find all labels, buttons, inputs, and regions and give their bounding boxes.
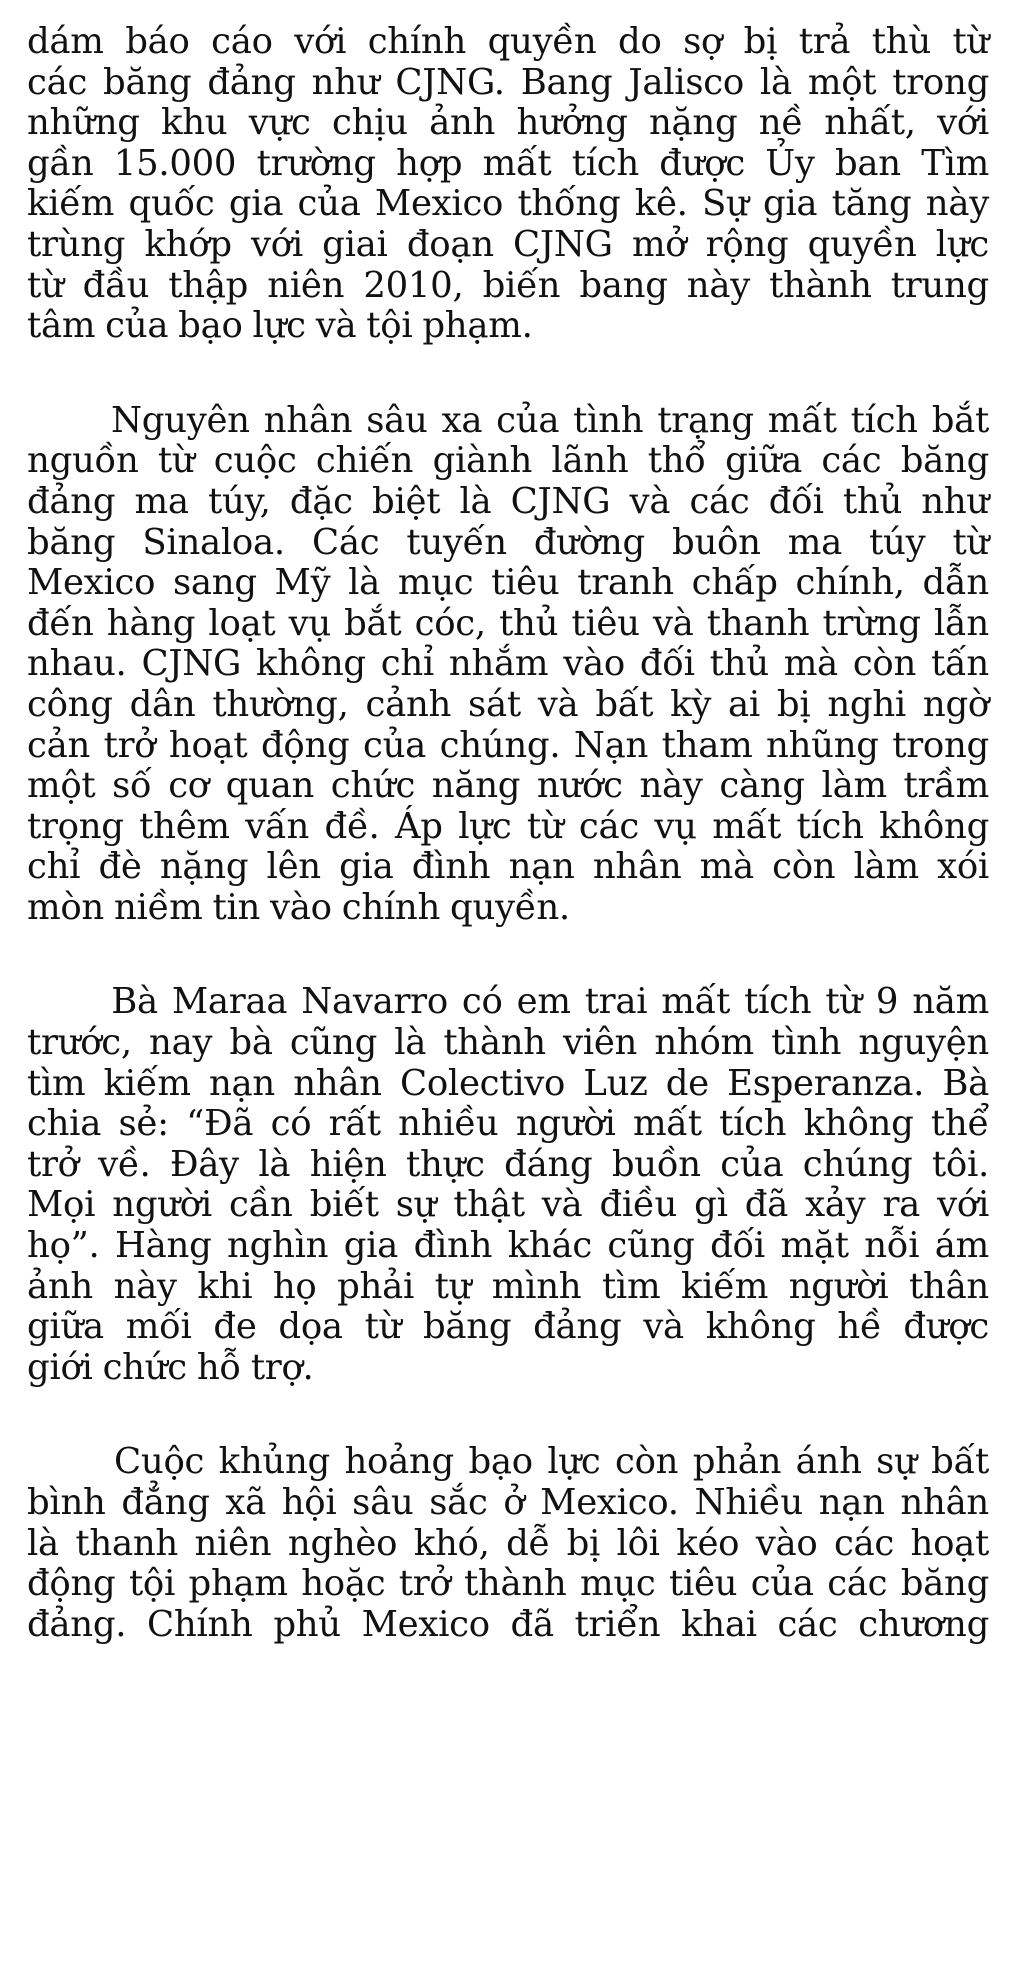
text-line: chỉ đè nặng lên gia đình nạn nhân mà còn làm xói (27, 846, 989, 888)
text-line: kiếm quốc gia của Mexico thống kê. Sự gia tăng này (27, 183, 989, 225)
text-line: nguồn từ cuộc chiến giành lãnh thổ giữa các băng (27, 440, 989, 482)
text-line: đến hàng loạt vụ bắt cóc, thủ tiêu và thanh trừng lẫn (27, 602, 989, 644)
text-line: bình đẳng xã hội sâu sắc ở Mexico. Nhiều nạn nhân (27, 1482, 989, 1523)
text-line: Mọi người cần biết sự thật và điều gì đã xảy ra với (27, 1184, 989, 1226)
text-line: Bà Maraa Navarro có em trai mất tích từ 9 năm (27, 981, 989, 1023)
text-line: cản trở hoạt động của chúng. Nạn tham nhũng trong (27, 724, 989, 766)
text-line: đảng. Chính phủ Mexico đã triển khai các chương (27, 1603, 989, 1645)
text-line: một số cơ quan chức năng nước này càng làm trầm (27, 765, 989, 807)
paragraph-1 (27, 22, 989, 347)
text-line: công dân thường, cảnh sát và bất kỳ ai bị nghi ngờ (27, 683, 989, 725)
text-line: gần 15.000 trường hợp mất tích được Ủy ban Tìm (27, 142, 989, 184)
text-line: các băng đảng như CJNG. Bang Jalisco là một trong (27, 61, 989, 103)
text-line: chia sẻ: “Đã có rất nhiều người mất tích không thể (27, 1103, 989, 1145)
text-line: trùng khớp với giai đoạn CJNG mở rộng quyền lực (27, 223, 989, 265)
text-line: Mexico sang Mỹ là mục tiêu tranh chấp chính, dẫn (27, 562, 989, 604)
text-line: động tội phạm hoặc trở thành mục tiêu của các băng (27, 1563, 989, 1605)
text-line: nhau. CJNG không chỉ nhắm vào đối thủ mà còn tấn (27, 643, 989, 685)
text-line: trở về. Đây là hiện thực đáng buồn của chúng tôi. (27, 1143, 989, 1185)
text-line: băng Sinaloa. Các tuyến đường buôn ma túy từ (27, 521, 989, 563)
paragraph-3 (27, 982, 989, 1388)
document-page (27, 22, 989, 1698)
text-line: Cuộc khủng hoảng bạo lực còn phản ánh sự bất (27, 1441, 989, 1483)
text-line: ảnh này khi họ phải tự mình tìm kiếm người thân (27, 1265, 989, 1307)
text-line: dám báo cáo với chính quyền do sợ bị trả thù từ (27, 21, 989, 62)
paragraph-4 (27, 1442, 989, 1645)
text-line: tìm kiếm nạn nhân Colectivo Luz de Esperanza. Bà (27, 1062, 989, 1104)
text-line: giữa mối đe dọa từ băng đảng và không hề được (27, 1306, 989, 1348)
text-line: trọng thêm vấn đề. Áp lực từ các vụ mất tích không (27, 805, 989, 847)
text-line: tâm của bạo lực và tội phạm. (27, 305, 533, 347)
paragraph-2 (27, 401, 989, 929)
text-line: trước, nay bà cũng là thành viên nhóm tình nguyện (27, 1022, 989, 1064)
text-line: giới chức hỗ trợ. (27, 1346, 314, 1388)
text-line: mòn niềm tin vào chính quyền. (27, 886, 570, 928)
text-line: từ đầu thập niên 2010, biến bang này thành trung (27, 264, 989, 306)
text-line: họ”. Hàng nghìn gia đình khác cũng đối mặt nỗi ám (27, 1225, 989, 1267)
text-line: là thanh niên nghèo khó, dễ bị lôi kéo vào các hoạt (27, 1522, 989, 1564)
text-line: Nguyên nhân sâu xa của tình trạng mất tích bắt (27, 399, 989, 441)
text-line: những khu vực chịu ảnh hưởng nặng nề nhất, với (27, 102, 989, 144)
text-line: đảng ma túy, đặc biệt là CJNG và các đối thủ như (27, 480, 989, 522)
